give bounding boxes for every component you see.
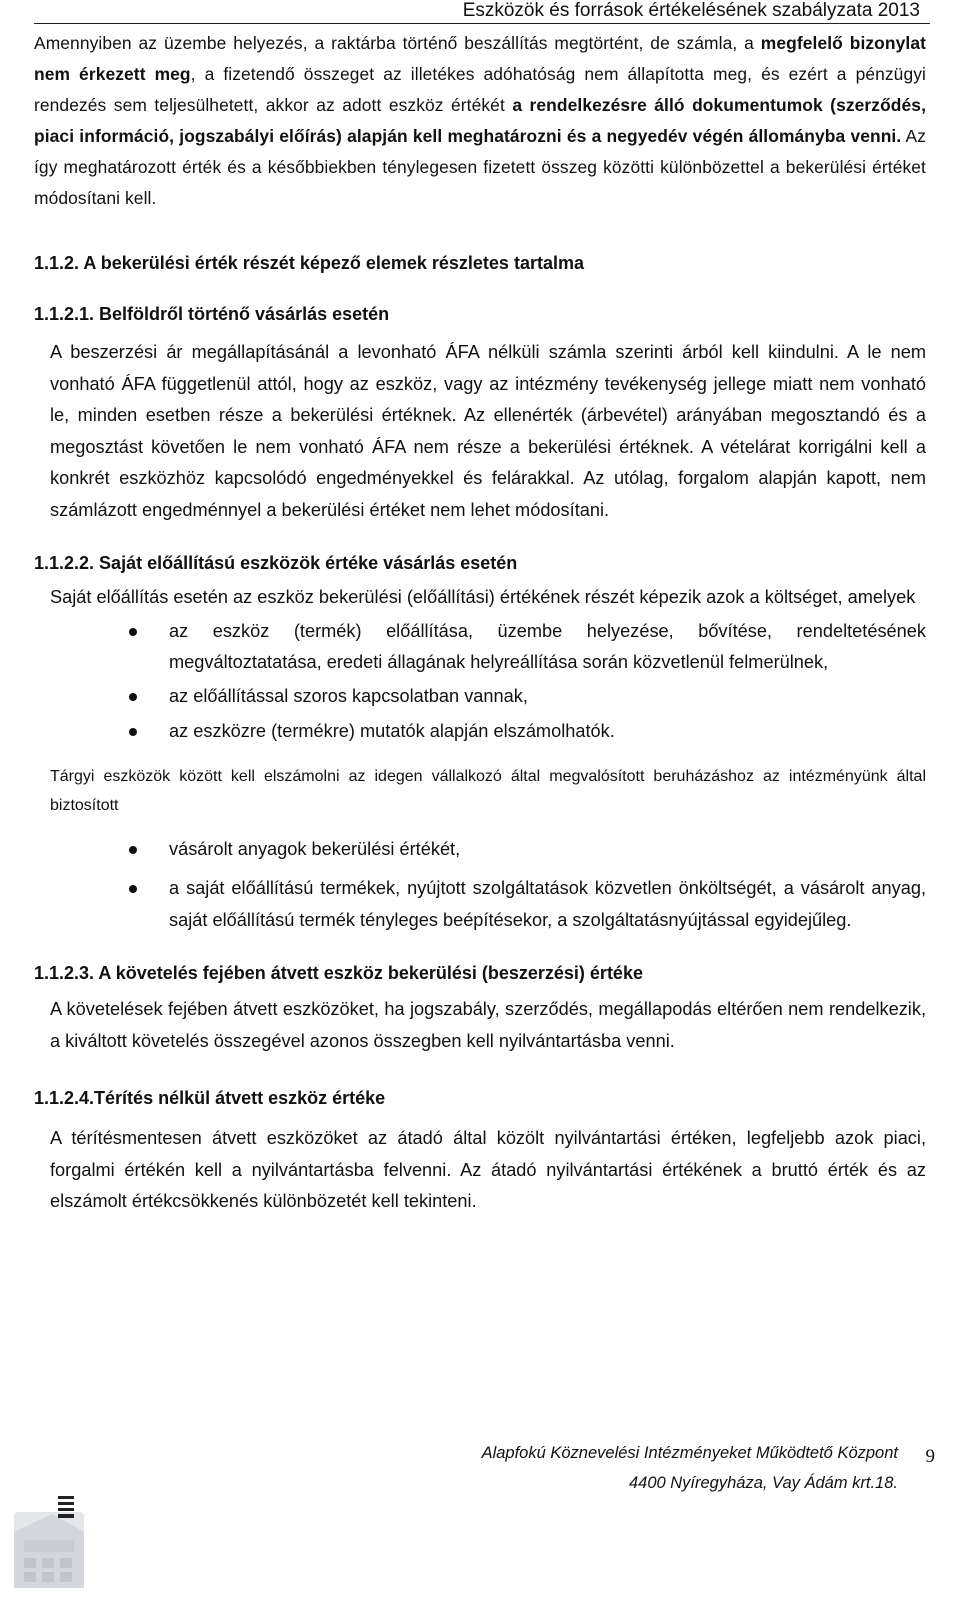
section-1-1-2-1-body: A beszerzési ár megállapításánál a levonható ÁFA nélküli számla szerinti árból kell kiindulni. A le nem vonható ÁFA függetlenül attól, hogy az eszköz, vagy az intézmény tevékenység jellege miatt nem vonható le, minden esetben része a bekerülési értéknek. Az ellenérték (árbevétel) arányában megosztandó és a megosztást követően le nem vonható ÁFA nem része a bekerülési értéknek. A vételárat korrigálni kell a konkrét eszközhöz kapcsolódó engedményekkel és felárakkal. Az utólag, forgalom alapján kapott, nem számlázott engedménnyel a bekerülési értéket nem lehet módosítani. <box>50 342 926 520</box>
page-content <box>34 28 926 1218</box>
list-item: az eszköz (termék) előállítása, üzembe helyezése, bővítése, rendeltetésének megváltoztatatása, eredeti állagának helyreállítása során közvetlenül felmerülnek, <box>34 616 926 679</box>
bullet-icon <box>129 628 137 636</box>
section-1-1-2-4-heading: 1.1.2.4.Térítés nélkül átvett eszköz értéke <box>34 1088 386 1108</box>
calculator-document-icon <box>4 1492 102 1592</box>
footer-address <box>482 1438 898 1498</box>
section-1-1-2-3-heading: 1.1.2.3. A követelés fejében átvett eszköz bekerülési (beszerzési) értéke <box>34 963 643 983</box>
intro-bold-1: megfelelő bizonylat nem érkezett meg <box>34 33 926 84</box>
page-footer <box>0 1420 960 1597</box>
section-1-1-2-4-body: A térítésmentesen átvett eszközöket az átadó által közölt nyilvántartási értéken, legfeljebb azok piaci, forgalmi értékén kell a nyilvántartásba felvenni. Az átadó nyilvántartási értékének a bruttó érték és az elszámolt értékcsökkenés különbözetét kell tekinteni. <box>50 1128 926 1211</box>
intro-paragraph <box>34 28 926 214</box>
list-item: vásárolt anyagok bekerülési értékét, <box>34 834 926 866</box>
section-1-1-2-2-body-2: Tárgyi eszközök között kell elszámolni az idegen vállalkozó által megvalósított beruházáshoz az intézményünk által biztosított <box>50 767 926 814</box>
section-1-1-2-1-heading: 1.1.2.1. Belföldről történő vásárlás esetén <box>34 304 390 324</box>
bullet-icon <box>129 728 137 736</box>
section-1-1-2-2-list <box>34 616 926 748</box>
header-title: Eszközök és források értékelésének szabályzata 2013 <box>462 0 920 21</box>
page-number: 9 <box>925 1446 935 1467</box>
intro-text-3: Az így meghatározott érték és a későbbiekben ténylegesen fizetett összeg közötti különbözettel a bekerülési értéket módosítani kell. <box>34 126 927 208</box>
footer-street: 4400 Nyíregyháza, Vay Ádám krt.18. <box>628 1474 898 1492</box>
section-1-1-2-3-body: A követelések fejében átvett eszközöket, ha jogszabály, szerződés, megállapodás eltérően nem rendelkezik, a kiváltott követelés összegével azonos összegben kell nyilvántartásba venni. <box>50 999 926 1051</box>
section-1-1-2-2-heading: 1.1.2.2. Saját előállítású eszközök értéke vásárlás esetén <box>34 553 518 573</box>
intro-text-1: Amennyiben az üzembe helyezés, a raktárba történő beszállítás megtörtént, de számla, a <box>34 33 761 53</box>
section-1-1-2-heading: 1.1.2. A bekerülési érték részét képező elemek részletes tartalma <box>34 253 584 273</box>
bullet-icon <box>129 693 137 701</box>
intro-bold-2: a rendelkezésre álló dokumentumok (szerződés, piaci információ, jogszabályi előírás) alapján kell meghatározni és a negyedév végén állományba venni. <box>34 95 926 146</box>
intro-text-2: , a fizetendő összeget az illetékes adóhatóság nem állapította meg, és ezért a pénzügyi rendezés sem teljesülhetett, akkor az adott eszköz értékét <box>34 64 926 115</box>
list-item: az eszközre (termékre) mutatók alapján elszámolhatók. <box>34 716 926 748</box>
bullet-icon <box>129 846 137 854</box>
section-1-1-2-2-list-2 <box>34 834 926 937</box>
footer-organization: Alapfokú Köznevelési Intézményeket Működtető Központ <box>481 1444 898 1462</box>
list-item: az előállítással szoros kapcsolatban vannak, <box>34 681 926 713</box>
page-header <box>0 0 960 24</box>
bullet-icon <box>129 885 137 893</box>
section-1-1-2-2-body: Saját előállítás esetén az eszköz bekerülési (előállítási) értékének részét képezik azok a költséget, amelyek <box>50 587 916 607</box>
list-item: a saját előállítású termékek, nyújtott szolgáltatások közvetlen önköltségét, a vásárolt anyag, saját előállítású termék tényleges beépítésekor, a szolgáltatásnyújtással egyidejűleg. <box>34 873 926 936</box>
header-rule <box>34 23 930 24</box>
